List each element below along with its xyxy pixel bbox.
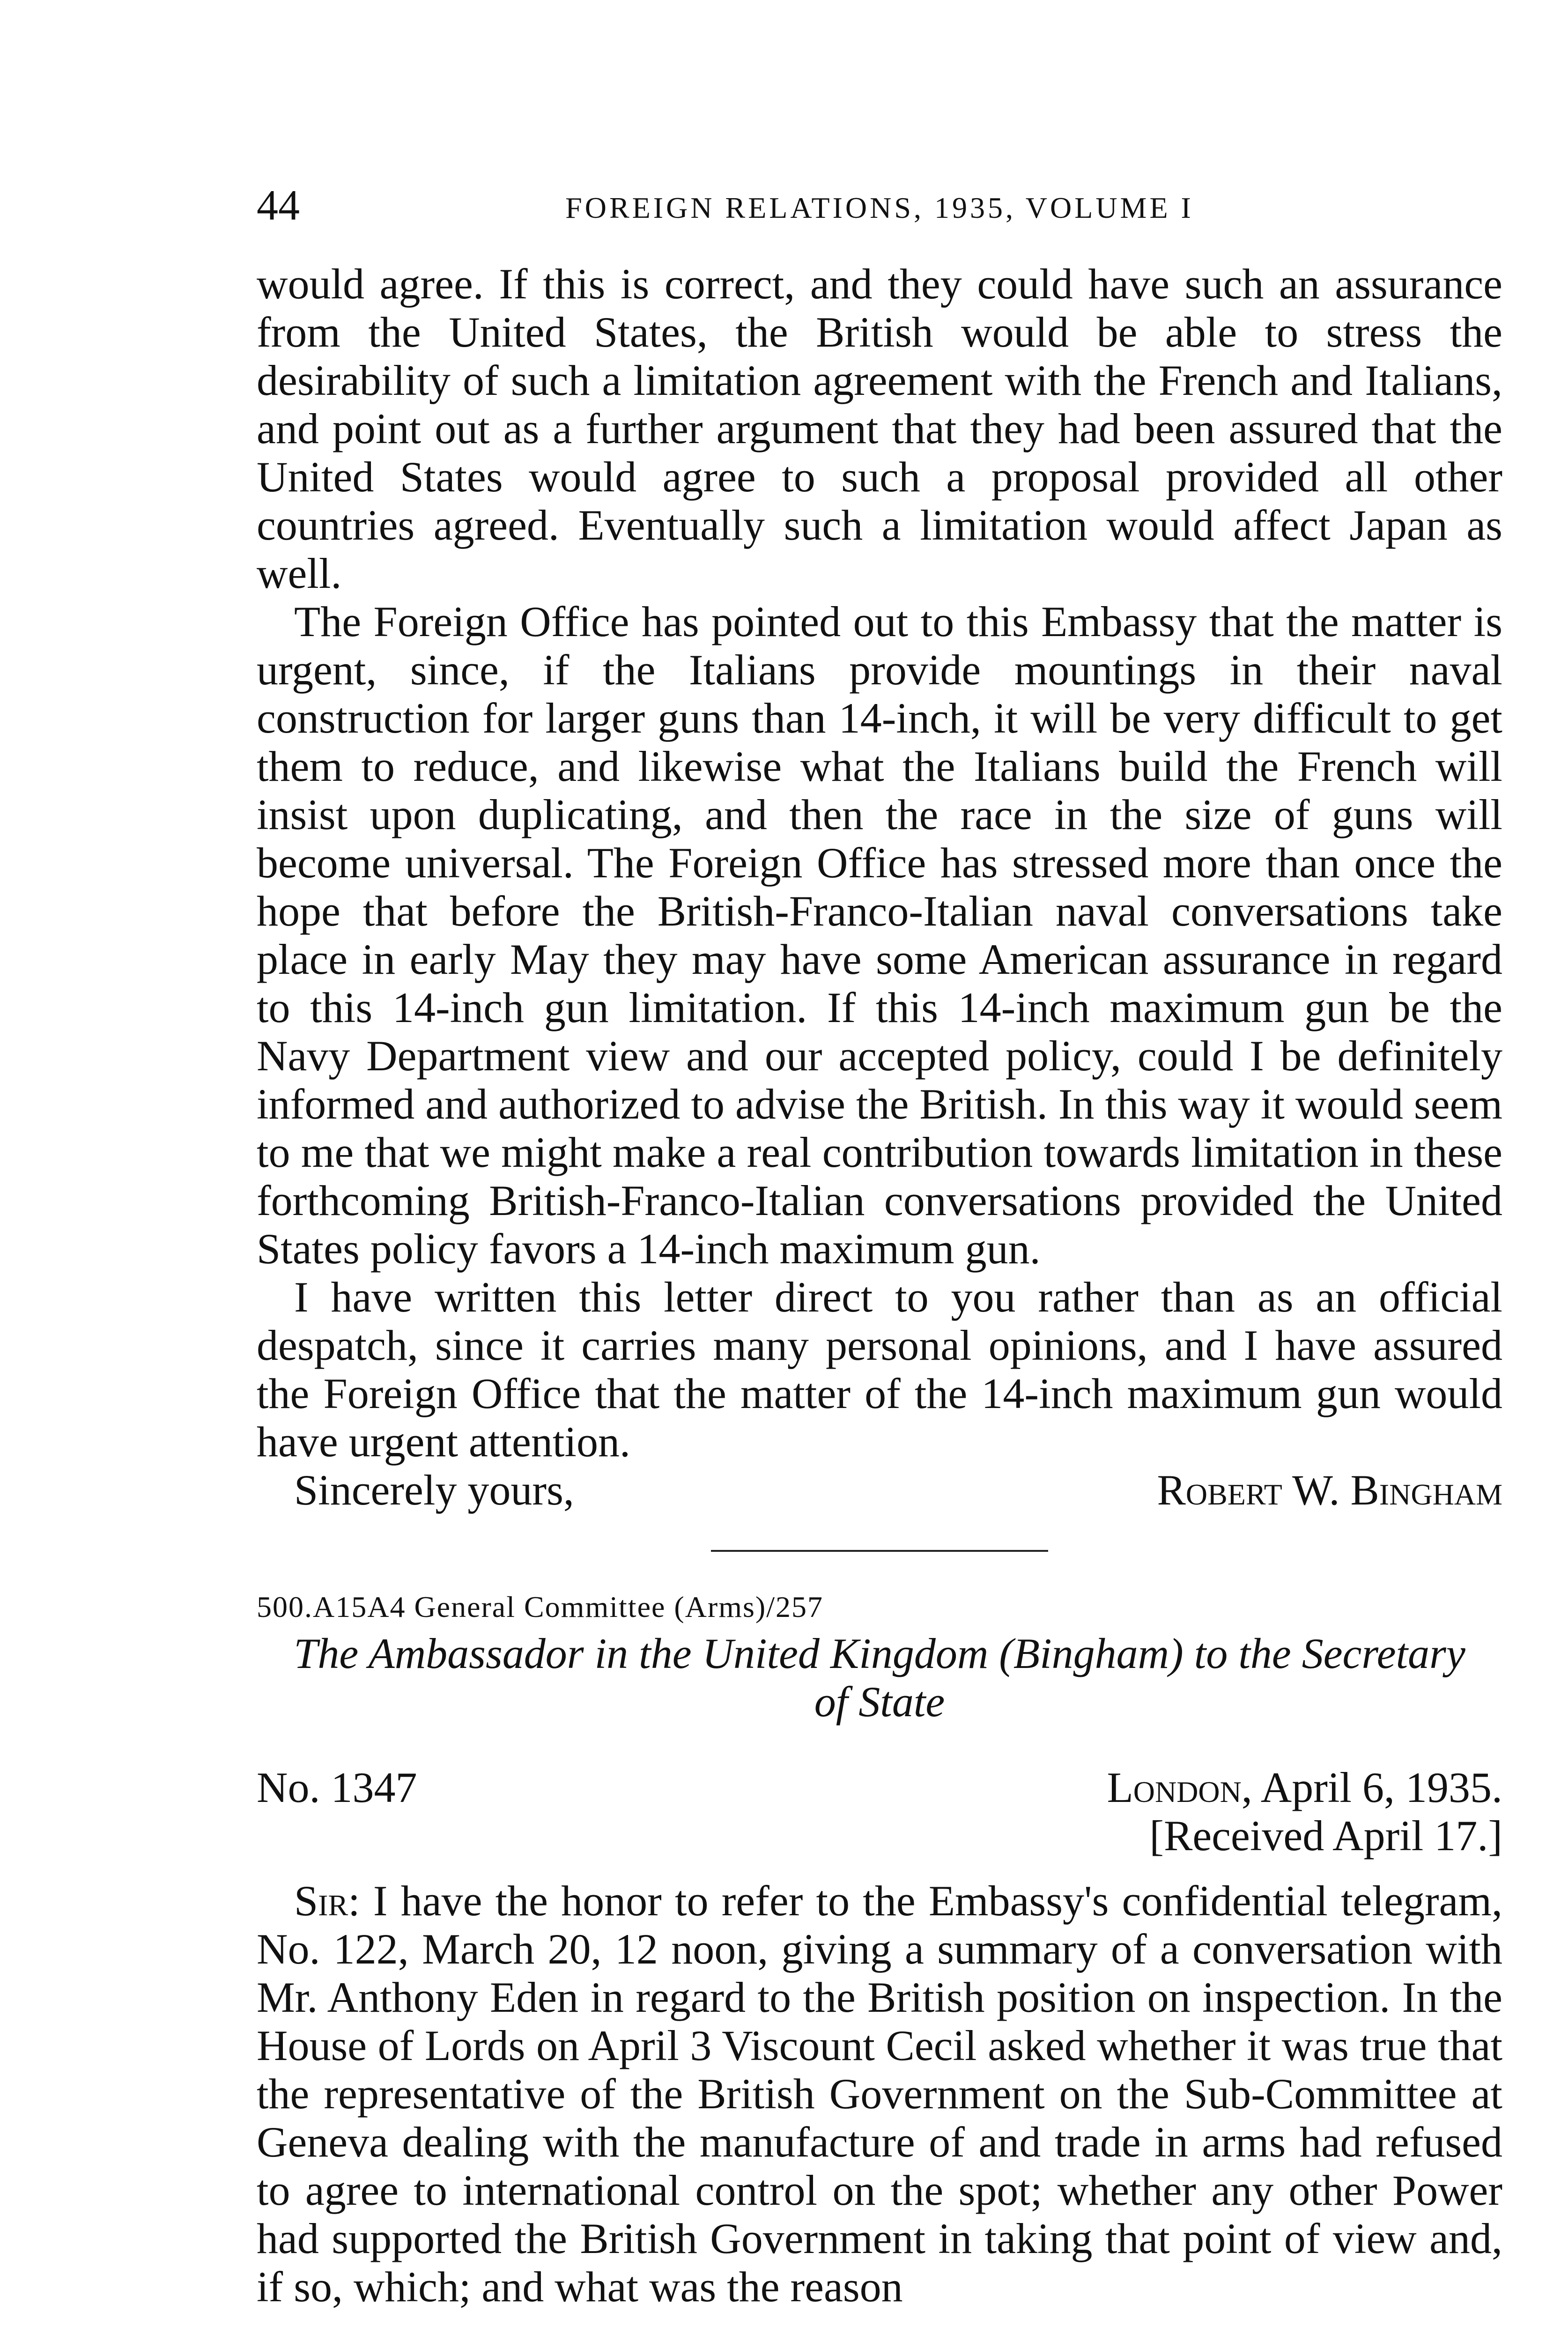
letter-paragraph-2: The Foreign Office has pointed out to this Embassy that the matter is urgent, since, if the Italians provide mountings in their naval construction for larger guns than 14-inch, it will be very difficult to get them to reduce, and likewise what the Italians build the French will insist upon duplicating, and then the race in the size of guns will become universal. The Foreign Office has stressed more than once the hope that before the British-Franco-Italian naval conversations take place in early May they may have some American assurance in regard to this 14-inch gun limitation. If this 14-inch maximum gun be the Navy Department view and our accepted policy, could I be definitely informed and authorized to advise the British. In this way it would seem to me that we might make a real contribution towards limitation in these forthcoming British-Franco-Italian conversations provided the United States policy favors a 14-inch maximum gun. [257,598,1502,1273]
received-date: [Received April 17.] [1149,1812,1502,1860]
place: London, [1107,1764,1252,1811]
page-number: 44 [257,181,300,229]
running-head: FOREIGN RELATIONS, 1935, VOLUME I [565,191,1194,224]
section-divider [711,1550,1048,1552]
file-reference: 500.A15A4 General Committee (Arms)/257 [257,1590,823,1623]
letter-closing [257,1466,1502,1514]
salutation: Sir: [294,1877,360,1925]
date-block [1107,1764,1502,1860]
document-number: No. 1347 [257,1764,417,1811]
document-title-line-1: The Ambassador in the United Kingdom (Bingham) to the Secretary [294,1630,1465,1677]
letter-paragraph-1: would agree. If this is correct, and they could have such an assurance from the United States, the British would be able to stress the desirability of such a limitation agreement with the French and Italians, and point out as a further argument that they had been assured that the United States would agree to such a proposal provided all other countries agreed. Eventually such a limitation would affect Japan as well. [257,260,1502,597]
document-title [257,1630,1502,1726]
letter-paragraph-3: I have written this letter direct to you rather than as an official despatch, since it carries many personal opinions, and I have assured the Foreign Office that the matter of the 14-inch maximum gun would have urgent attention. [257,1273,1502,1466]
document-dateline [257,1764,1502,1860]
document-paragraph-1-text: I have the honor to refer to the Embassy's confidential telegram, No. 122, March 20, 12 noon, giving a summary of a conversation with Mr. Anthony Eden in regard to the British position on inspection. In the House of Lords on April 3 Viscount Cecil asked whether it was true that the representative of the British Government on the Sub-Committee at Geneva dealing with the manufacture of and trade in arms had refused to agree to international control on the spot; whether any other Power had supported the British Government in taking that point of view and, if so, which; and what was the reason [257,1877,1502,2311]
page-body [257,260,1502,2311]
closing-phrase: Sincerely yours, [294,1466,574,1514]
page-header [257,180,1502,241]
document-paragraph-1 [257,1877,1502,2311]
document-title-line-2: of State [814,1678,945,1726]
signature: Robert W. Bingham [1157,1466,1502,1514]
date: April 6, 1935. [1260,1764,1502,1811]
